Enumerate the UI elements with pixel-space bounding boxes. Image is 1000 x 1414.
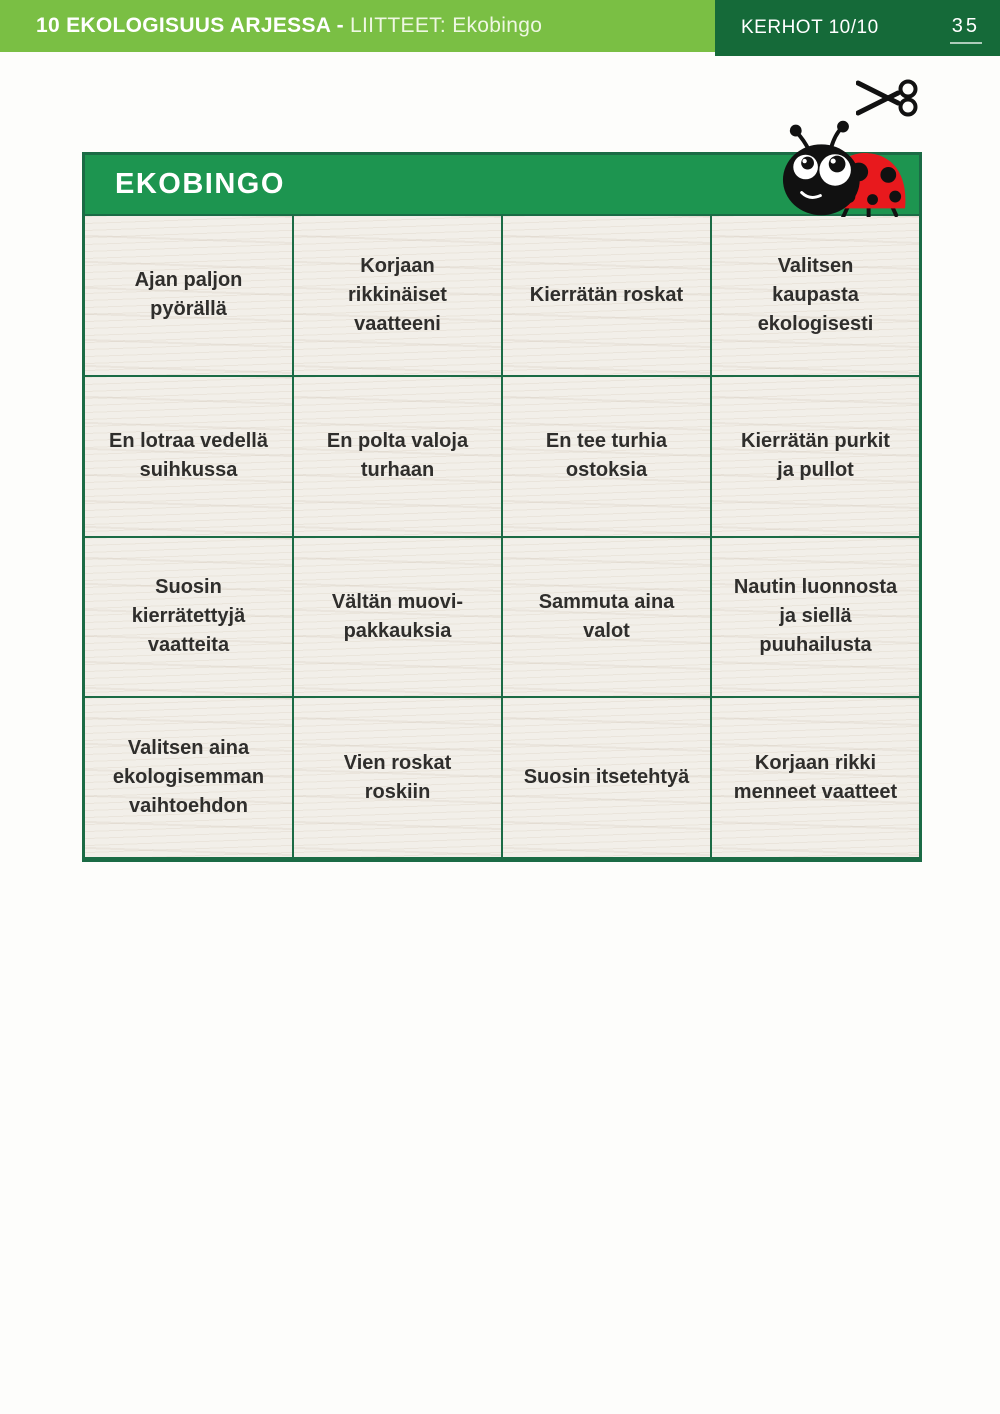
bingo-cell-r4c1: Valitsen aina ekologisemman vaihtoehdon bbox=[85, 698, 292, 857]
bingo-cell-r1c1: Ajan paljon pyörällä bbox=[85, 216, 292, 375]
bingo-cell-r3c1: Suosin kierrätettyjä vaatteita bbox=[85, 538, 292, 697]
bingo-cell-r1c3: Kierrätän roskat bbox=[503, 216, 710, 375]
kerhot-label: KERHOT 10/10 bbox=[741, 17, 879, 38]
bingo-cell-r1c4: Valitsen kaupasta ekologisesti bbox=[712, 216, 919, 375]
bingo-cell-r4c4: Korjaan rikki menneet vaatteet bbox=[712, 698, 919, 857]
page-title bbox=[36, 14, 542, 38]
ladybug-icon bbox=[780, 117, 908, 217]
bingo-cell-r2c3: En tee turhia ostoksia bbox=[503, 377, 710, 536]
bingo-cell-r1c2: Korjaan rikkinäiset vaatteeni bbox=[294, 216, 501, 375]
section-title-regular: LIITTEET: Ekobingo bbox=[350, 14, 543, 37]
section-title-bold: 10 EKOLOGISUUS ARJESSA - bbox=[36, 14, 351, 37]
scissors-icon bbox=[856, 78, 926, 118]
bingo-cell-r2c4: Kierrätän purkit ja pullot bbox=[712, 377, 919, 536]
bingo-cell-r4c2: Vien roskat roskiin bbox=[294, 698, 501, 857]
bingo-cell-r3c4: Nautin luonnosta ja siellä puuhailusta bbox=[712, 538, 919, 697]
page-number: 35 bbox=[950, 13, 982, 44]
bingo-cell-r4c3: Suosin itsetehtyä bbox=[503, 698, 710, 857]
bingo-cell-r3c2: Vältän muovi- pakkauksia bbox=[294, 538, 501, 697]
bingo-cell-r2c2: En polta valoja turhaan bbox=[294, 377, 501, 536]
bingo-title: EKOBINGO bbox=[115, 168, 285, 200]
bingo-grid bbox=[85, 216, 919, 857]
bingo-table bbox=[82, 152, 922, 862]
header-right-panel bbox=[715, 0, 1000, 56]
bingo-cell-r3c3: Sammuta aina valot bbox=[503, 538, 710, 697]
bingo-cell-r2c1: En lotraa vedellä suihkussa bbox=[85, 377, 292, 536]
